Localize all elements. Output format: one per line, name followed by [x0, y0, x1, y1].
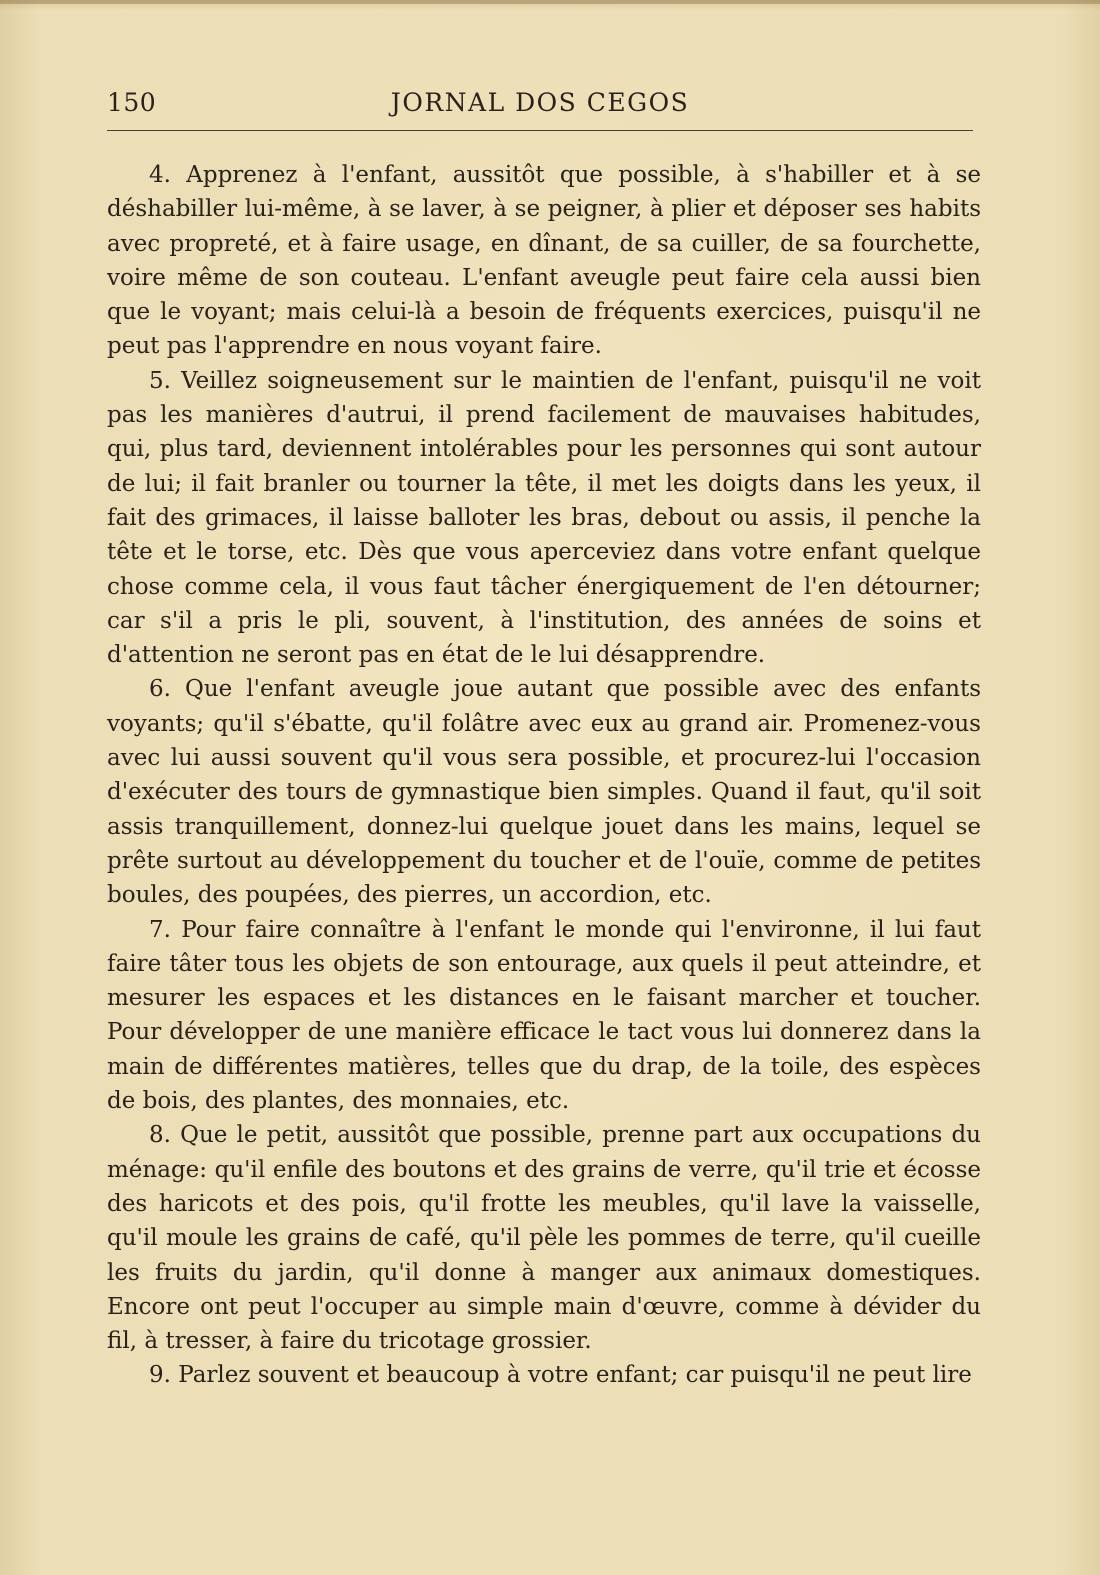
paragraph-7: 7. Pour faire connaître à l'enfant le monde qui l'environne, il lui faut faire tâter tous les objets de son entourage, aux quels il peut atteindre, et mesurer les espaces et les distances en le faisant marcher et toucher. Pour développer de une manière efficace le tact vous lui donnerez dans la main de différentes matières, telles que du drap, de la toile, des espèces de bois, des plantes, des monnaies, etc. [107, 916, 981, 1115]
paragraph-9: 9. Parlez souvent et beaucoup à votre enfant; car puisqu'il ne peut lire [149, 1362, 972, 1389]
body-text [107, 158, 981, 1393]
paragraph-6: 6. Que l'enfant aveugle joue autant que possible avec des enfants voyants; qu'il s'ébatte, qu'il folâtre avec eux au grand air. Promenez-vous avec lui aussi souvent qu'il vous sera possible, et procurez-lui l'occasion d'exécuter des tours de gymnastique bien simples. Quand il faut, qu'il soit assis tranquillement, donnez-lui quelque jouet dans les mains, lequel se prête surtout au développement du toucher et de l'ouïe, comme de petites boules, des poupées, des pierres, un accordion, etc. [107, 676, 981, 909]
page-top-edge [0, 0, 1100, 4]
paragraph-4: 4. Apprenez à l'enfant, aussitôt que possible, à s'habiller et à se déshabiller lui-même, à se laver, à se peigner, à plier et déposer ses habits avec propreté, et à faire usage, en dînant, de sa cuiller, de sa fourchette, voire même de son couteau. L'enfant aveugle peut faire cela aussi bien que le voyant; mais celui-là a besoin de fréquents exercices, puisqu'il ne peut pas l'apprendre en nous voyant faire. [107, 162, 981, 360]
paragraph-8: 8. Que le petit, aussitôt que possible, prenne part aux occupations du ménage: qu'il enfile des boutons et des grains de verre, qu'il trie et écosse des haricots et des pois, qu'il frotte les meubles, qu'il lave la vaisselle, qu'il moule les grains de café, qu'il pèle les pommes de terre, qu'il cueille les fruits du jardin, qu'il donne à manger aux animaux domestiques. Encore ont peut l'occuper au simple main d'œuvre, comme à dévider du fil, à tresser, à faire du tricotage grossier. [107, 1122, 981, 1355]
header-rule [107, 130, 973, 131]
running-title: JORNAL DOS CEGOS [390, 88, 690, 117]
page-header [107, 86, 973, 126]
page-number: 150 [107, 88, 157, 117]
paragraph-5: 5. Veillez soigneusement sur le maintien de l'enfant, puisqu'il ne voit pas les manières d'autrui, il prend facilement de mauvaises habitudes, qui, plus tard, deviennent intolérables pour les personnes qui sont autour de lui; il fait branler ou tourner la tête, il met les doigts dans les yeux, il fait des grimaces, il laisse balloter les bras, debout ou assis, il penche la tête et le torse, etc. Dès que vous aperceviez dans votre enfant quelque chose comme cela, il vous faut tâcher énergiquement de l'en détourner; car s'il a pris le pli, souvent, à l'institution, des années de soins et d'attention ne seront pas en état de le lui désapprendre. [107, 367, 981, 669]
